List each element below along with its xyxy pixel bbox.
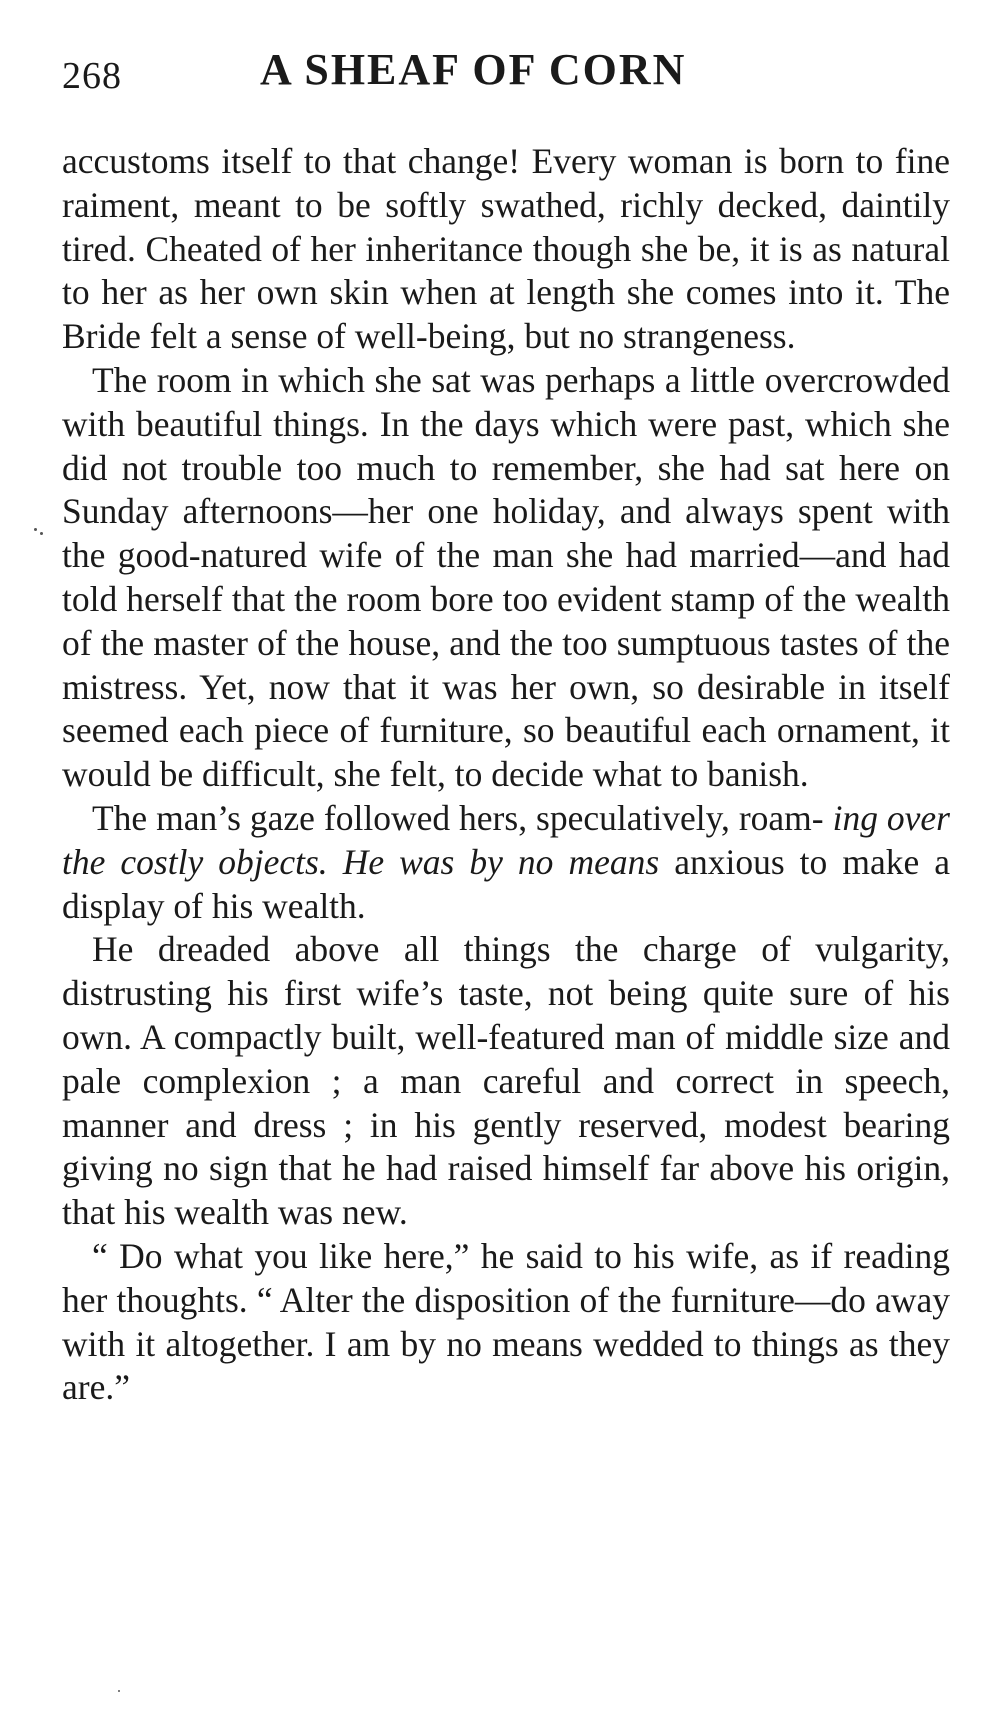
paragraph-3-end: anxious to make a display of his wealth.: [62, 841, 950, 926]
paragraph-4: He dreaded above all things the charge of vulgarity, distrusting his first wife’s taste, not being quite sure of his own. A compactly built, well-featured man of middle size and pale complexion ; a man careful and correct in speech, manner and dress ; in his gently reserved, modest bearing giving no sign that he had raised himself far above his origin, that his wealth was new.: [62, 929, 950, 1233]
paragraph-5: “ Do what you like here,” he said to his wife, as if reading her thoughts. “ Alter the disposition of the furniture—do away with it altogether. I am by no means wedded to things as they are.”: [62, 1235, 950, 1408]
paragraph-1: accustoms itself to that change! Every woman is born to fine raiment, meant to be softly swathed, richly decked, daintily tired. Cheated of her inheritance though she be, it is as natural to her as her own skin when at length she comes into it. The Bride felt a sense of well-being, but no strangeness.: [62, 141, 950, 357]
ink-speck: [40, 532, 43, 535]
paragraph-3: [62, 797, 950, 928]
book-page: [62, 40, 950, 1410]
page-number: 268: [62, 55, 122, 97]
paragraph-2: The room in which she sat was perhaps a little overcrowded with beautiful things. In the days which were past, which she did not trouble too much to remember, she had sat here on Sunday afternoons—her one holiday, and always spent with the good-natured wife of the man she had married—and had told herself that the room bore too evident stamp of the wealth of the master of the house, and the too sumptuous tastes of the mistress. Yet, now that it was her own, so desirable in itself seemed each piece of furniture, so beautiful each ornament, it would be difficult, she felt, to decide what to banish.: [62, 359, 950, 795]
paragraph-3-start: The man’s gaze followed hers, speculatively, roam-: [92, 797, 824, 838]
running-title: A SHEAF OF CORN: [260, 45, 687, 94]
ink-speck: [34, 528, 37, 531]
page-header: [62, 40, 950, 112]
paragraph-3-italic: ing over the costly objects. He was by no means: [62, 797, 950, 882]
ink-speck: [118, 1690, 120, 1692]
